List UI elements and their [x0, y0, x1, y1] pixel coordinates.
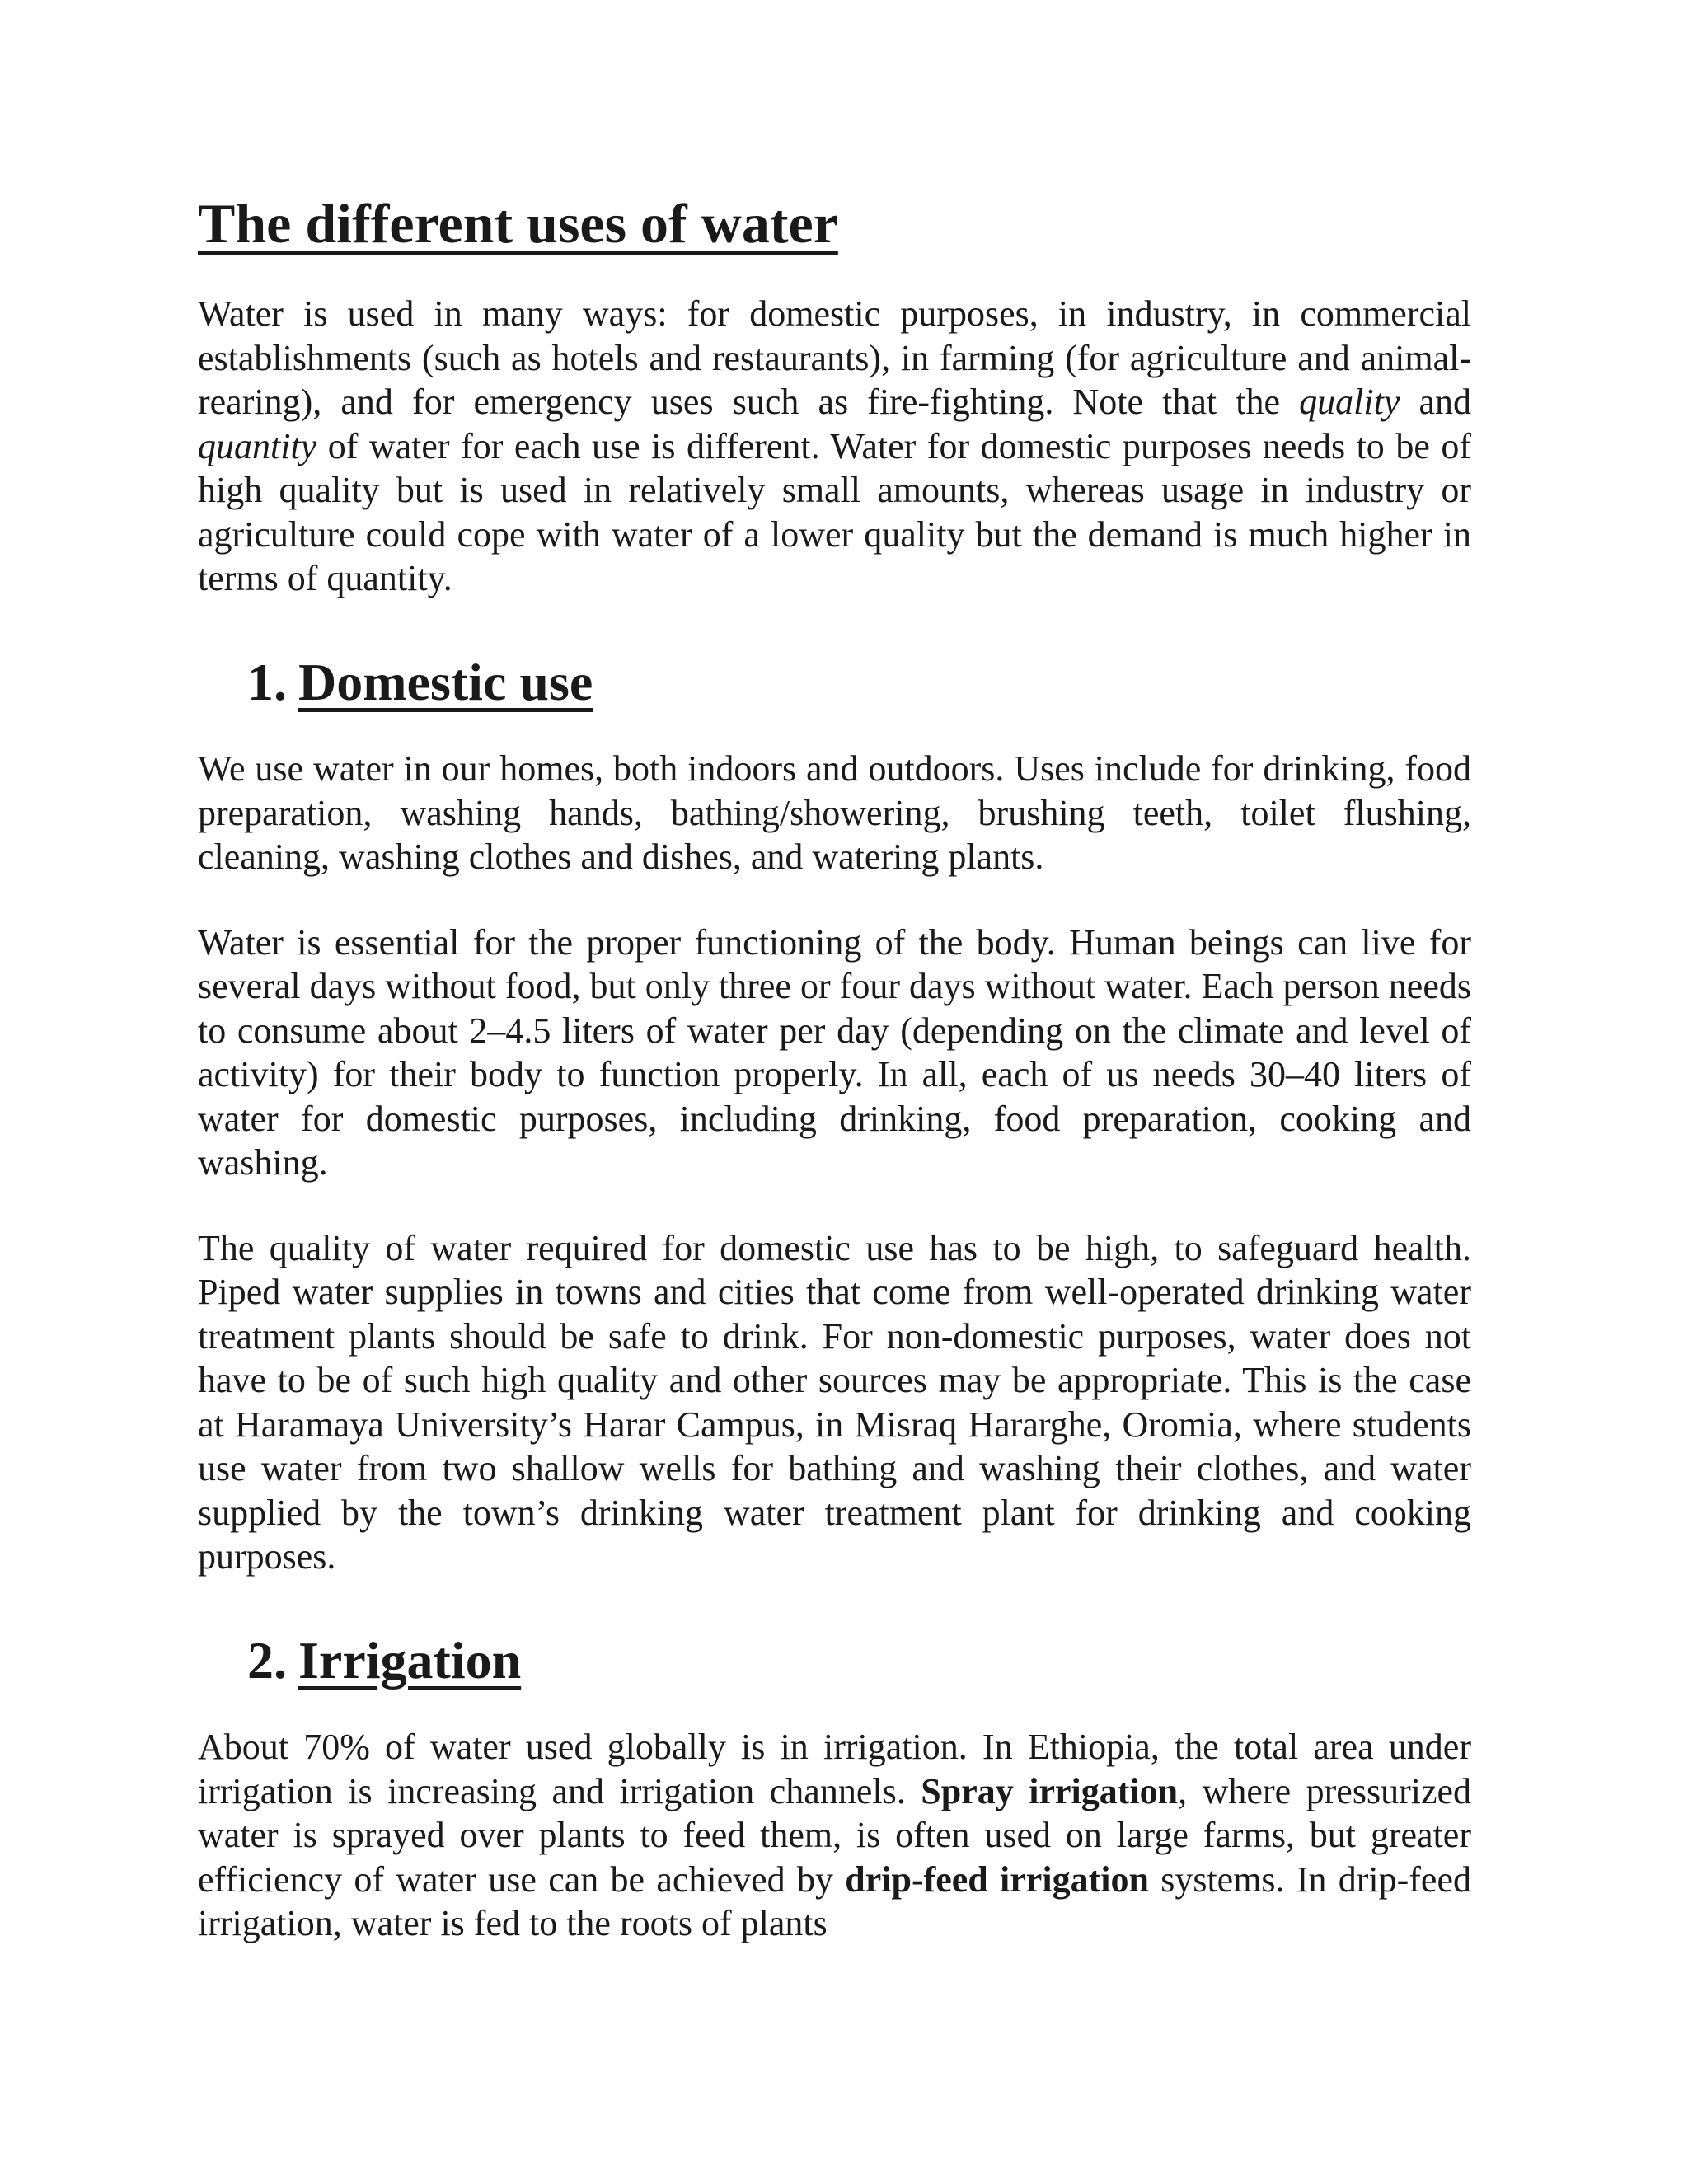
irrigation-text-b: , where pressurized water is sprayed over plants to feed them, is often used on large farms, but greater efficiency of water use can be achieved by [198, 1770, 1472, 1900]
irrigation-text-c: systems. In drip-feed irrigation, water is fed to the roots of plants [198, 1858, 1471, 1944]
irrigation-paragraph [198, 1725, 1471, 1946]
intro-paragraph [198, 292, 1471, 601]
domestic-paragraph-1: We use water in our homes, both indoors and outdoors. Uses include for drinking, food preparation, washing hands, bathing/showering, brushing teeth, toilet flushing, cleaning, washing clothes and dishes, and watering plants. [198, 748, 1471, 878]
section-heading-text: Irrigation [298, 1630, 522, 1690]
document-page [198, 191, 1471, 1946]
section-number: 1. [247, 652, 287, 711]
spray-irrigation-term: Spray irrigation [921, 1770, 1179, 1811]
irrigation-text-a: About 70% of water used globally is in irrigation. In Ethiopia, the total area under irrigation is increasing and irrigation channels. [198, 1727, 1471, 1811]
intro-text-b: and [1400, 382, 1472, 423]
page-title: The different uses of water [198, 192, 838, 255]
drip-feed-irrigation-term: drip-feed irrigation [845, 1858, 1149, 1900]
section-heading-domestic-use [247, 652, 1471, 713]
domestic-paragraph-3: The quality of water required for domestic use has to be high, to safeguard health. Piped water supplies in towns and cities that come from well-operated drinking water treatment plants should be safe to drink. For non-domestic purposes, water does not have to be of such high quality and other sources may be appropriate. This is the case at Haramaya University’s Harar Campus, in Misraq Hararghe, Oromia, where students use water from two shallow wells for bathing and washing their clothes, and water supplied by the town’s drinking water treatment plant for drinking and cooking purposes. [198, 1227, 1471, 1577]
section-heading-irrigation [247, 1630, 1471, 1691]
section-heading-text: Domestic use [298, 652, 593, 711]
intro-quantity-emphasis: quantity [198, 425, 317, 466]
section-number: 2. [247, 1630, 287, 1690]
intro-text-a: Water is used in many ways: for domestic purposes, in industry, in commercial establishments (such as hotels and restaurants), in farming (for agriculture and animal-rearing), and for emergency uses such as fire-fighting. Note that the [198, 293, 1471, 423]
domestic-paragraph-2: Water is essential for the proper functioning of the body. Human beings can live for several days without food, but only three or four days without water. Each person needs to consume about 2–4.5 liters of water per day (depending on the climate and level of activity) for their body to function properly. In all, each of us needs 30–40 liters of water for domestic purposes, including drinking, food preparation, cooking and washing. [198, 921, 1471, 1183]
intro-quality-emphasis: quality [1299, 382, 1400, 423]
intro-text-c: of water for each use is different. Water for domestic purposes needs to be of high quality but is used in relatively small amounts, whereas usage in industry or agriculture could cope with water of a lower quality but the demand is much higher in terms of quantity. [198, 425, 1471, 599]
